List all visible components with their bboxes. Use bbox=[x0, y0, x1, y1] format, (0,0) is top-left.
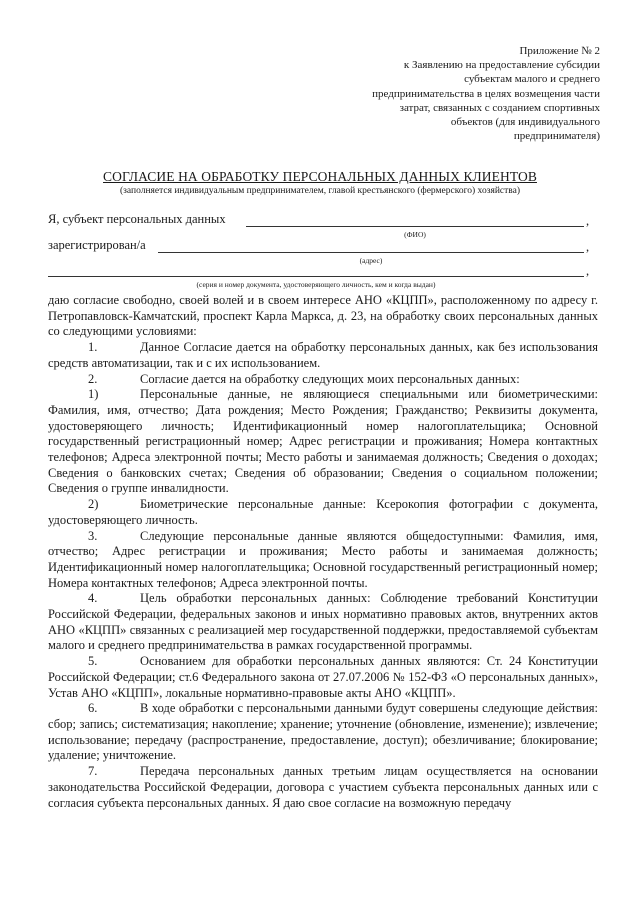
document-title: СОГЛАСИЕ НА ОБРАБОТКУ ПЕРСОНАЛЬНЫХ ДАННЫХ КЛИЕНТОВ bbox=[103, 169, 537, 184]
clause-number: 2) bbox=[88, 497, 99, 512]
clause-text: В ходе обработки с персональными данными будут совершены следующие действия: сбор; запись; систематизация; накопление; хранение; уточнение (обновление, изменение); извлечение; использование; передачу (распространение, предоставление, доступ); обезличивание; блокирование; удаление; уничтожение. bbox=[48, 701, 598, 763]
appendix-line: субъектам малого и среднего bbox=[464, 73, 600, 86]
clause-2 bbox=[48, 372, 598, 388]
appendix-line: к Заявлению на предоставление субсидии bbox=[403, 59, 600, 72]
clause-text: Биометрические персональные данные: Ксерокопия фотографии с документа, удостоверяющего личность. bbox=[48, 497, 598, 527]
appendix-line: предпринимателя) bbox=[513, 130, 600, 143]
clause-number: 2. bbox=[88, 371, 98, 386]
clause-number: 6. bbox=[88, 701, 98, 716]
clause-1 bbox=[48, 340, 598, 371]
document-caption: (серия и номер документа, удостоверяющего личность, кем и когда выдан) bbox=[196, 280, 436, 289]
intro-paragraph: даю согласие свободно, своей волей и в своем интересе АНО «КЦПП», расположенному по адресу г. Петропавловск-Камчатский, проспект Карла Маркса, д. 23, на обработку своих персональных данных со следующими условиями: bbox=[48, 293, 598, 339]
fio-caption: (ФИО) bbox=[404, 230, 426, 239]
clause-7 bbox=[48, 764, 598, 811]
appendix-line: Приложение № 2 bbox=[519, 45, 600, 57]
appendix-line: объектов (для индивидуального bbox=[450, 116, 600, 129]
address-caption: (адрес) bbox=[359, 256, 383, 265]
appendix-note bbox=[300, 44, 600, 143]
document-comma: , bbox=[586, 264, 590, 278]
appendix-line: предпринимательства в целях возмещения части bbox=[372, 87, 600, 100]
clause-number: 4. bbox=[88, 591, 98, 606]
fio-field[interactable] bbox=[246, 226, 584, 227]
clause-number: 1) bbox=[88, 387, 99, 402]
clause-text: Данное Согласие дается на обработку персональных данных, как без использования средств автоматизации, так и с их использованием. bbox=[48, 340, 598, 370]
appendix-line: затрат, связанных с созданием спортивных bbox=[399, 101, 600, 114]
document-subtitle: (заполняется индивидуальным предпринимателем, главой крестьянского (фермерского) хозяйства) bbox=[119, 186, 521, 196]
subject-label: Я, субъект персональных данных bbox=[48, 212, 226, 226]
clause-number: 7. bbox=[88, 764, 98, 779]
clause-3 bbox=[48, 529, 598, 592]
address-comma: , bbox=[586, 240, 590, 254]
clause-text: Согласие дается на обработку следующих моих персональных данных: bbox=[140, 371, 520, 386]
clause-text: Основанием для обработки персональных данных являются: Ст. 24 Конституции Российской Федерации; ст.6 Федерального закона от 27.07.2006 № 152-ФЗ «О персональных данных», Устав АНО «КЦПП», локальные нормативно-правовые акты АНО «КЦПП». bbox=[48, 654, 598, 700]
clause-5 bbox=[48, 654, 598, 701]
fio-comma: , bbox=[586, 214, 590, 228]
clause-2-2 bbox=[48, 497, 598, 528]
clause-text: Цель обработки персональных данных: Соблюдение требований Конституции Российской Федерации, федеральных законов и иных нормативно правовых актов, внутренних актов АНО «КЦПП» связанных с реализацией мер государственной поддержки, предоставляемой субъектам малого и среднего предпринимательства в рамках государственной программы. bbox=[48, 591, 598, 653]
clause-text: Передача персональных данных третьим лицам осуществляется на основании законодательства Российской Федерации, договора с участием субъекта персональных данных или с согласия субъекта персональных данных. Я даю свое согласие на возможную передачу bbox=[48, 764, 598, 810]
document-field[interactable] bbox=[48, 276, 584, 277]
registered-label: зарегистрирован/а bbox=[48, 238, 146, 252]
consent-body bbox=[48, 293, 598, 811]
clause-6 bbox=[48, 701, 598, 764]
clause-4 bbox=[48, 591, 598, 654]
address-field[interactable] bbox=[158, 252, 584, 253]
clause-text: Следующие персональные данные являются общедоступными: Фамилия, имя, отчество; Адрес регистрации и проживания; Место работы и занимаемая должность; Идентификационный номер налогоплательщика; Основной государственный регистрационный номер; Номера контактных телефонов; Адреса электронной почты. bbox=[48, 528, 598, 590]
clause-2-1 bbox=[48, 387, 598, 497]
clause-text: Персональные данные, не являющиеся специальными или биометрическими: Фамилия, имя, отчество; Дата рождения; Место Рождения; Гражданство; Реквизиты документа, удостоверяющего личность; Идентификационный номер налогоплательщика; Основной государственный регистрационный номер; Адрес регистрации и проживания; Номера контактных телефонов; Адреса электронной почты; Место работы и занимаемая должность; Сведения о доходах; Сведения о банковских счетах; Сведения об образовании; Сведения о социальном положении; Сведения о группе инвалидности. bbox=[48, 387, 598, 496]
clause-number: 3. bbox=[88, 528, 98, 543]
clause-number: 5. bbox=[88, 654, 98, 669]
clause-number: 1. bbox=[88, 340, 98, 355]
